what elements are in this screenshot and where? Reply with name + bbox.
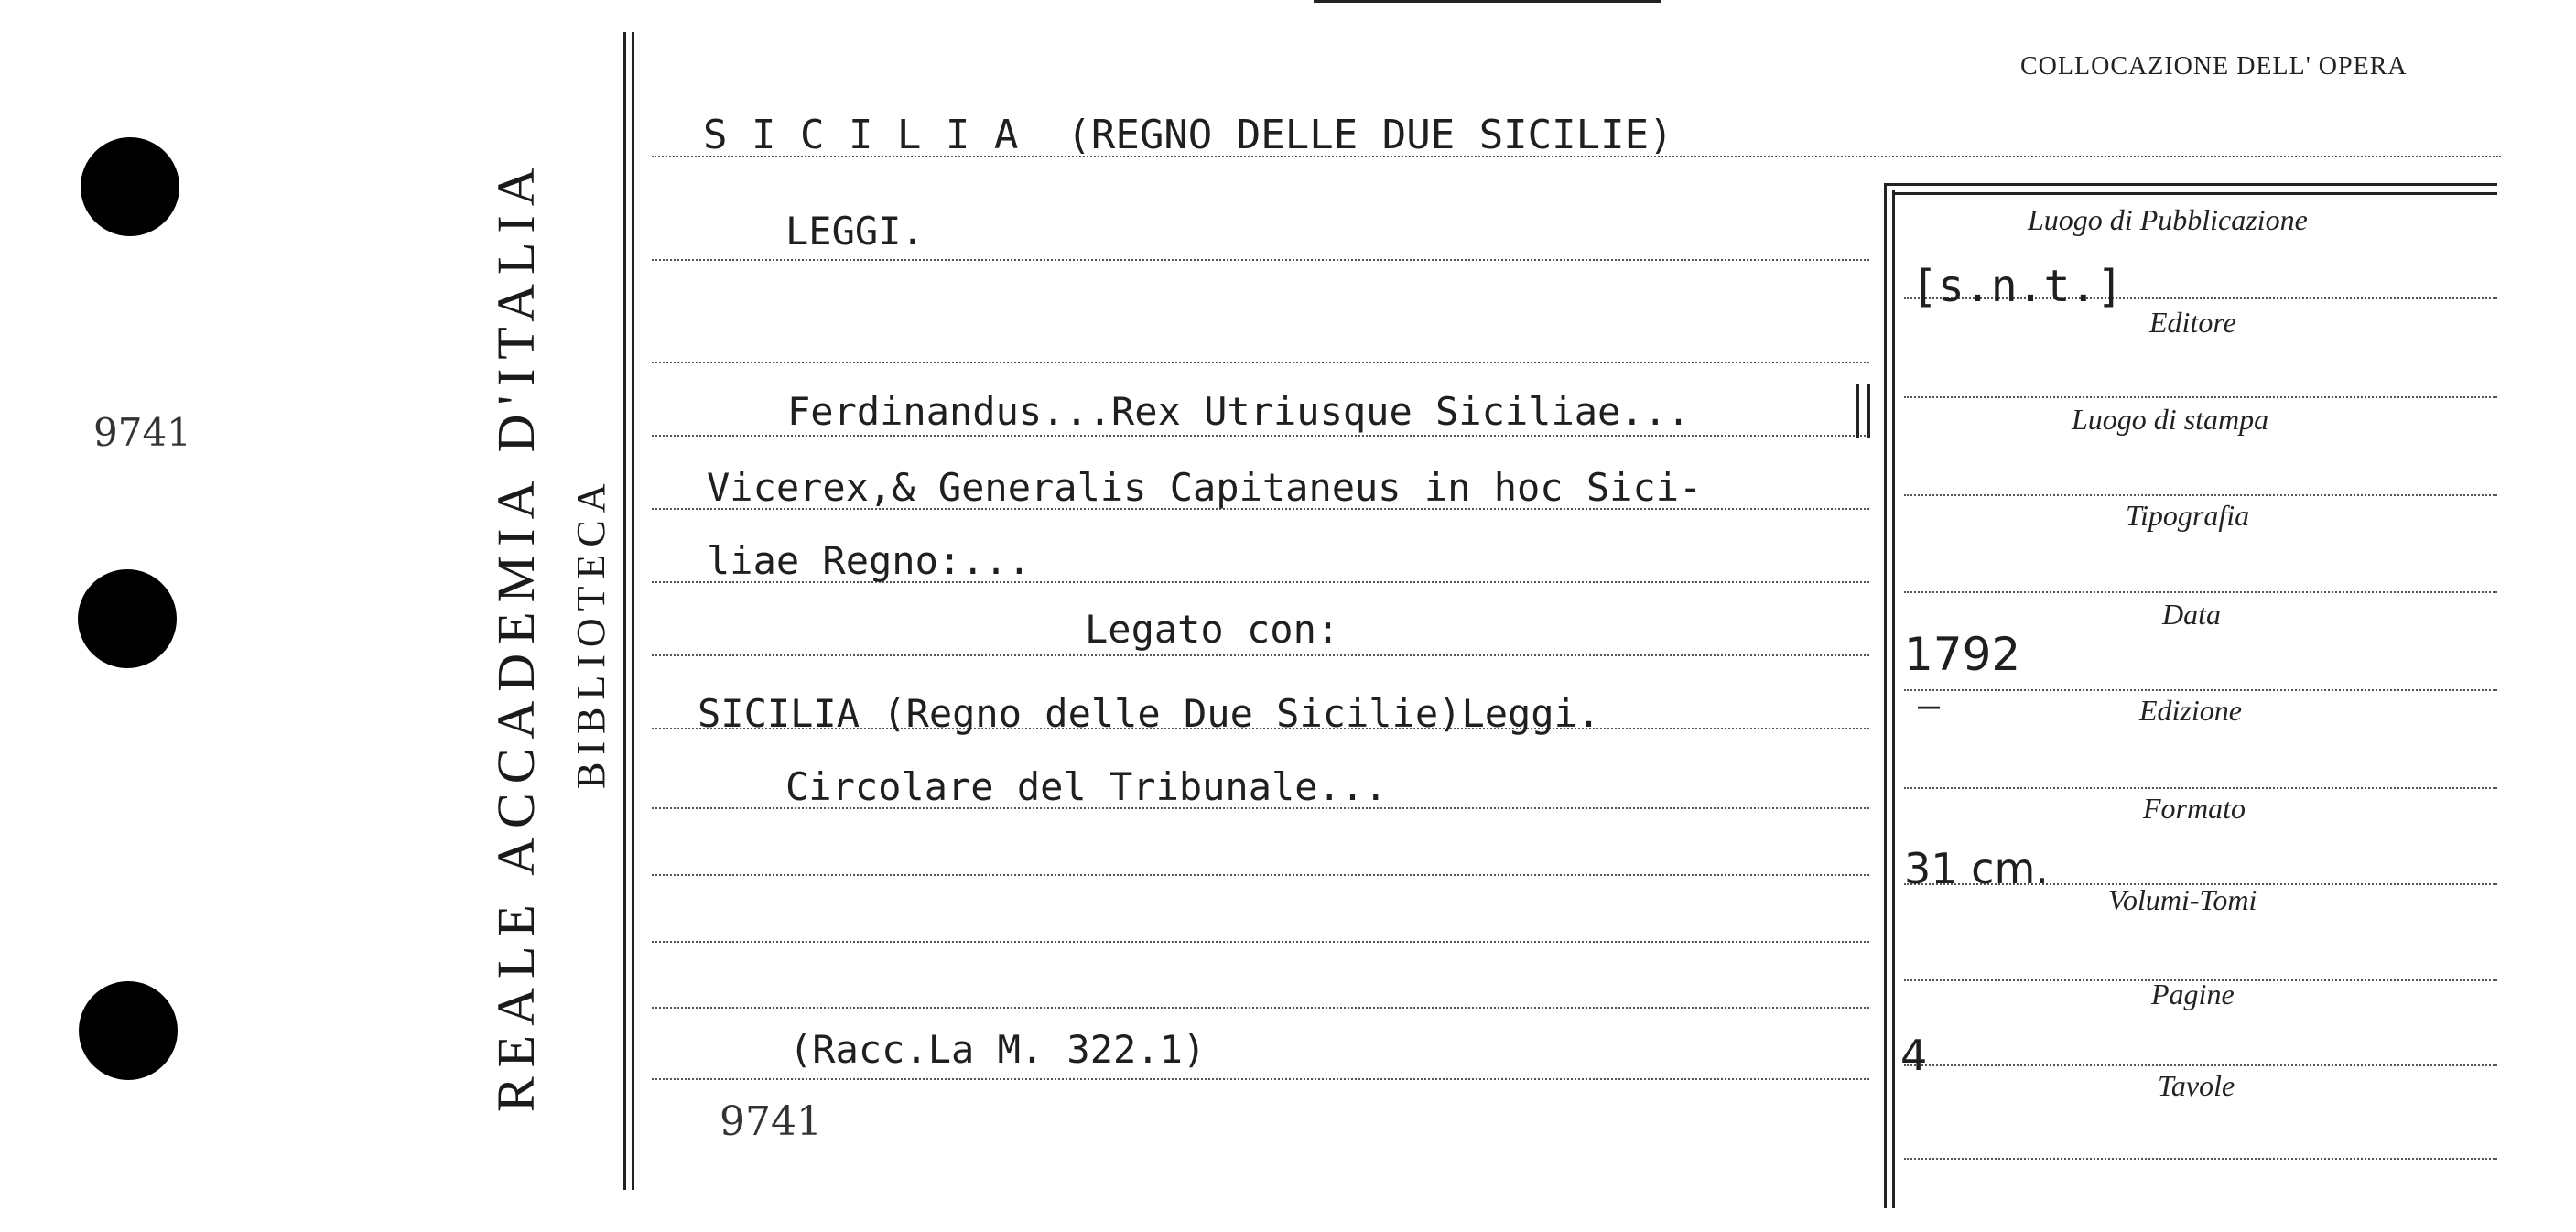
title-line-3: liae Regno:... — [707, 538, 1032, 583]
rule-line — [652, 654, 1869, 656]
collocazione-header: COLLOCAZIONE DELL' OPERA — [2020, 52, 2408, 81]
related-line-2: Circolare del Tribunale... — [785, 764, 1388, 809]
entry-number: 9741 — [720, 1098, 822, 1145]
library-label: BIBLIOTECA — [568, 476, 613, 789]
pagine-label: Pagine — [2151, 978, 2235, 1010]
luogo-pubblicazione-value: [s.n.t.] — [1911, 261, 2124, 312]
tipografia-label: Tipografia — [2126, 499, 2250, 532]
rule-line — [652, 259, 1869, 261]
top-edge-rule — [1314, 0, 1661, 3]
title-end-mark — [1856, 384, 1870, 438]
entry-heading: S I C I L I A (REGNO DELLE DUE SICILIE) — [703, 112, 1673, 158]
left-rule-outer — [623, 32, 626, 1190]
tavole-label: Tavole — [2158, 1069, 2235, 1102]
box-rule-line — [1904, 1158, 2497, 1160]
collection-note: (Racc.La M. 322.1) — [789, 1027, 1207, 1072]
right-box-top-inner — [1892, 192, 2497, 195]
box-rule-line — [1904, 1064, 2497, 1066]
rule-line — [652, 941, 1869, 943]
box-rule-line — [1904, 689, 2497, 691]
volumi-tomi-label: Volumi-Tomi — [2108, 883, 2257, 916]
editore-label: Editore — [2149, 306, 2236, 339]
rule-line — [652, 1007, 1869, 1009]
formato-label: Formato — [2143, 792, 2246, 825]
edizione-value: — — [1918, 685, 1941, 727]
bound-with-label: Legato con: — [1085, 607, 1340, 652]
title-line-2: Vicerex,& Generalis Capitaneus in hoc Sici- — [707, 465, 1703, 510]
edizione-label: Edizione — [2139, 694, 2242, 727]
right-box-rule-inner — [1892, 190, 1895, 1208]
rule-line — [652, 435, 1869, 437]
formato-value: 31 cm. — [1904, 844, 2049, 893]
box-rule-line — [1904, 396, 2497, 398]
rule-line — [652, 362, 1869, 363]
luogo-stampa-label: Luogo di stampa — [2072, 403, 2269, 436]
right-box-rule-outer — [1884, 183, 1887, 1208]
luogo-pubblicazione-label: Luogo di Pubblicazione — [2028, 203, 2308, 236]
data-label: Data — [2162, 598, 2221, 631]
right-box-top-outer — [1884, 183, 2497, 186]
institution-label: REALE ACCADEMIA D'ITALIA — [486, 158, 546, 1112]
pagine-value: 4 — [1900, 1031, 1928, 1080]
box-rule-line — [1904, 494, 2497, 496]
box-rule-line — [1904, 787, 2497, 789]
side-number: 9741 — [93, 410, 191, 455]
punch-hole-middle — [78, 569, 177, 668]
related-line-1: SICILIA (Regno delle Due Sicilie)Leggi. — [698, 691, 1601, 736]
punch-hole-bottom — [79, 981, 178, 1080]
left-rule-inner — [632, 32, 634, 1190]
entry-subheading: LEGGI. — [785, 209, 925, 254]
rule-line — [652, 1078, 1869, 1080]
rule-line — [652, 874, 1869, 876]
data-value: 1792 — [1904, 628, 2021, 681]
title-line-1: Ferdinandus...Rex Utriusque Siciliae... — [787, 389, 1691, 434]
box-rule-line — [1904, 591, 2497, 593]
punch-hole-top — [81, 137, 179, 236]
